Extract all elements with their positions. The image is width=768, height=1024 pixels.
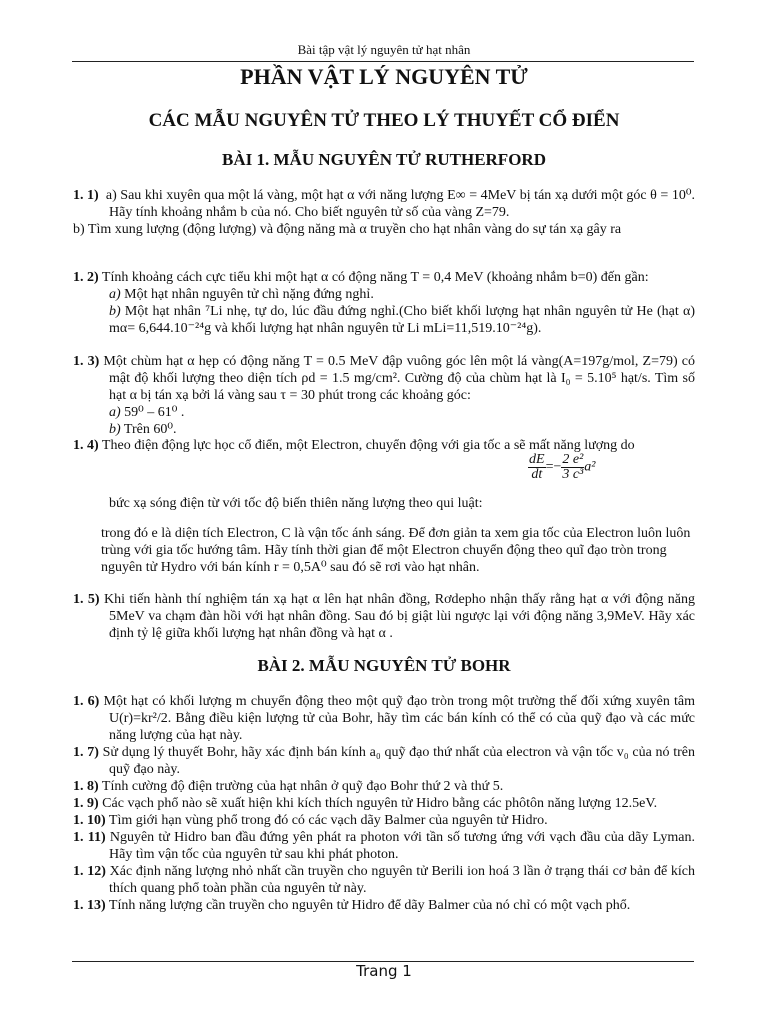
problem-text: Khi tiến hành thí nghiệm tán xạ hạt α lên hạt nhân đồng, Rơdepho nhận thấy rằng hạt α với động năng 5MeV va chạm đàn hồi với hạt nhân đồng. Sau đó bị giật lùi ngược lại với động năng 3,9MeV. Hãy xác định tỷ lệ giữa khối lượng hạt nhân đồng và hạt α . <box>103 592 696 641</box>
section1-heading: BÀI 1. MẪU NGUYÊN TỬ RUTHERFORD <box>222 150 546 169</box>
problem-text: Tính khoảng cách cực tiểu khi một hạt α có động năng T = 0,4 MeV (khoảng nhắm b=0) đến gần: <box>101 270 649 285</box>
problem-1-4 <box>73 437 695 454</box>
problem-number: 1. 10) <box>73 813 106 828</box>
problem-text: Sử dụng lý thuyết Bohr, hãy xác định bán kính a₀ quỹ đạo thứ nhất của electron và vận tốc v₀ của nó trên quỹ đạo này. <box>102 745 696 777</box>
problem-1-5 <box>73 591 695 642</box>
problem-1-4-line2: bức xạ sóng điện từ với tốc độ biến thiên năng lượng theo qui luật: <box>109 496 483 511</box>
option-text: Một hạt nhân nguyên tử chì nặng đứng nghỉ. <box>124 287 374 302</box>
problem-number: 1. 9) <box>73 796 99 811</box>
problem-number: 1. 8) <box>73 779 99 794</box>
problem-number: 1. 5) <box>73 592 100 607</box>
problem-1-2 <box>73 269 695 337</box>
problem-number: 1. 7) <box>73 745 99 760</box>
problem-text: Một chùm hạt α hẹp có động năng T = 0.5 MeV đập vuông góc lên một lá vàng(A=197g/mol, Z=79) có mật độ khối lượng theo diện tích ρd = 1.5 mg/cm². Cường độ của chùm hạt là I₀ = 5.10⁵ hạt/s. Tìm số hạt α bị tán xạ bởi lá vàng sau τ = 30 phút trong các khoảng góc: <box>103 354 695 403</box>
page-header: Bài tập vật lý nguyên tử hạt nhân <box>297 42 471 57</box>
option-text: 59⁰ – 61⁰ . <box>124 405 185 420</box>
problem-number: 1. 12) <box>73 864 106 879</box>
page-subtitle: CÁC MẪU NGUYÊN TỬ THEO LÝ THUYẾT CỔ ĐIỂN <box>148 110 620 131</box>
problem-text: Các vạch phổ nào sẽ xuất hiện khi kích thích nguyên tử Hidro bằng các phôtôn năng lượng 12.5eV. <box>102 796 658 811</box>
problem-number: 1. 6) <box>73 694 100 709</box>
problem-number: 1. 2) <box>73 270 99 285</box>
formula-rhs: $\frac{\text{2 e²}}{\text{3 c³}}$ <box>562 452 584 482</box>
problem-number: 1. 11) <box>73 830 106 845</box>
problem-text: Tính cường độ điện trường của hạt nhân ở quỹ đạo Bohr thứ 2 và thứ 5. <box>101 779 504 794</box>
problem-1-1 <box>73 187 695 238</box>
section2-problems <box>73 693 695 914</box>
option-label: b) <box>109 422 121 437</box>
problem-number: 1. 13) <box>73 898 106 913</box>
option-text: Một hạt nhân ⁷Li nhẹ, tự do, lúc đầu đứng nghỉ.(Cho biết khối lượng hạt nhân nguyên tử He (hạt α) mα= 6,644.10⁻²⁴g và khối lượng hạt nhân nguyên tử Li mLi=11,519.10⁻²⁴g). <box>109 304 695 336</box>
problem-number: 1. 1) <box>73 188 99 203</box>
page-title: PHẦN VẬT LÝ NGUYÊN TỬ <box>240 64 528 89</box>
problem-subtext: b) Tìm xung lượng (động lượng) và động năng mà α truyền cho hạt nhân vàng do sự tán xạ gây ra <box>73 222 622 237</box>
problem-1-4-line3: trong đó e là diện tích Electron, C là vận tốc ánh sáng. Để đơn giản ta xem gia tốc của Electron luôn luôn trùng với gia tốc hướng tâm. Hãy tính thời gian để một Electron chuyển động theo quĩ đạo tròn trong nguyên tử Hydro với bán kính r = 0,5A⁰ sau đó sẽ rơi vào hạt nhân. <box>101 526 691 575</box>
problem-number: 1. 3) <box>73 354 100 369</box>
formula-equals: =− <box>545 459 562 475</box>
section2-heading: BÀI 2. MẪU NGUYÊN TỬ BOHR <box>257 656 511 675</box>
problem-text: Một hạt có khối lượng m chuyển động theo một quỹ đạo tròn trong một trường thế đối xứng xuyên tâm U(r)=kr²/2. Bằng điều kiện lượng tử của Bohr, hãy tìm các bán kính có thể có của quỹ đạo và các mức năng lượng của hạt này. <box>103 694 695 743</box>
energy-loss-formula <box>528 453 595 482</box>
problem-1-3 <box>73 353 695 438</box>
problem-text: Nguyên tử Hidro ban đầu đứng yên phát ra photon với tần số tương ứng với vạch đầu của dãy Lyman. Hãy tìm vận tốc của nguyên tử sau khi phát photon. <box>109 830 695 862</box>
option-label: a) <box>109 405 121 420</box>
option-label: a) <box>109 287 121 302</box>
problem-text: Tìm giới hạn vùng phổ trong đó có các vạch dãy Balmer của nguyên tử Hidro. <box>108 813 548 828</box>
formula-tail: a² <box>584 459 596 475</box>
problem-text: Theo điện động lực học cổ điển, một Electron, chuyển động với gia tốc a sẽ mất năng lượng do <box>101 438 635 453</box>
problem-number: 1. 4) <box>73 438 99 453</box>
problem-text: Xác định năng lượng nhỏ nhất cần truyền cho nguyên tử Berili ion hoá 3 lần ở trạng thái cơ bản để kích thích quang phổ toàn phần của nguyên tử này. <box>109 864 696 896</box>
formula-lhs: $\frac{dE}{dt}$ <box>529 452 545 482</box>
problem-text: a) Sau khi xuyên qua một lá vàng, một hạt α với năng lượng E∞ = 4MeV bị tán xạ dưới một góc θ = 10⁰. Hãy tính khoảng nhắm b của nó. Cho biết nguyên tử số của vàng Z=79. <box>105 188 696 220</box>
page-number: Trang 1 <box>356 962 412 980</box>
header-divider <box>72 61 694 62</box>
option-label: b) <box>109 304 121 319</box>
option-text: Trên 60⁰. <box>123 422 177 437</box>
problem-text: Tính năng lượng cần truyền cho nguyên tử Hidro để dãy Balmer của nó chỉ có một vạch phổ. <box>108 898 631 913</box>
